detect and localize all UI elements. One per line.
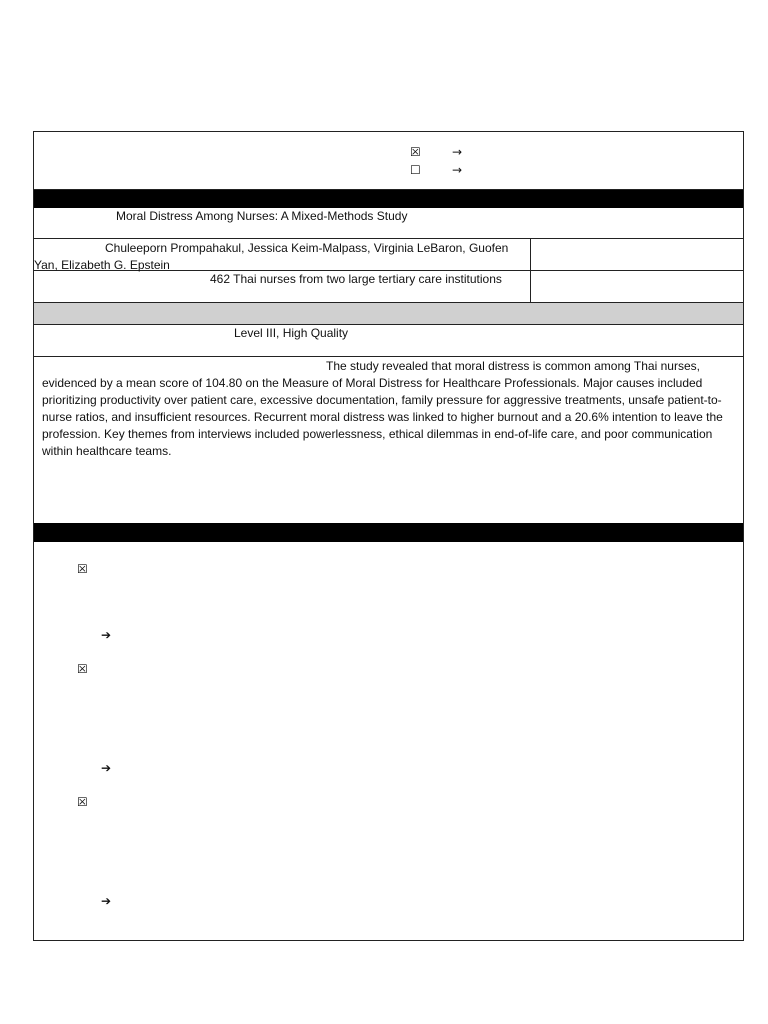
sample-description: 462 Thai nurses from two large tertiary care institutions [210, 272, 502, 286]
appraisal-form [33, 131, 744, 941]
column-divider [530, 239, 531, 303]
sample-row [34, 271, 743, 303]
checked-box-icon[interactable]: ☒ [410, 145, 421, 159]
title-row [34, 208, 743, 239]
header-options [34, 132, 743, 190]
arrow-icon: ➔ [101, 761, 112, 775]
checked-box-icon[interactable]: ☒ [77, 662, 88, 676]
gray-section-bar [34, 303, 743, 325]
article-authors: Chuleeporn Prompahakul, Jessica Keim-Malpass, Virginia LeBaron, Guofen Yan, Elizabeth G. Epstein [34, 241, 509, 272]
evidence-level-row [34, 325, 743, 357]
arrow-icon: ➔ [101, 628, 112, 642]
arrow-icon: → [452, 163, 463, 177]
section-bar [34, 190, 743, 208]
checked-box-icon[interactable]: ☒ [77, 562, 88, 576]
arrow-icon: → [452, 145, 463, 159]
arrow-icon: ➔ [101, 894, 112, 908]
evidence-level: Level III, High Quality [234, 326, 349, 340]
findings-summary: The study revealed that moral distress is common among Thai nurses, evidenced by a mean score of 104.80 on the Measure of Moral Distress for Healthcare Professionals. Major causes included prioritizing productivity over patient care, excessive documentation, family pressure for aggressive treatments, unsafe patient-to-nurse ratios, and insufficient resources. Recurrent moral distress was linked to higher burnout and a 20.6% intention to leave the profession. Key themes from interviews included powerlessness, ethical dilemmas in end-of-life care, and poor communication within healthcare teams. [42, 359, 723, 458]
article-title: Moral Distress Among Nurses: A Mixed-Methods Study [116, 209, 408, 223]
section-bar [34, 523, 743, 542]
unchecked-box-icon[interactable]: ☐ [410, 163, 421, 177]
checked-box-icon[interactable]: ☒ [77, 795, 88, 809]
